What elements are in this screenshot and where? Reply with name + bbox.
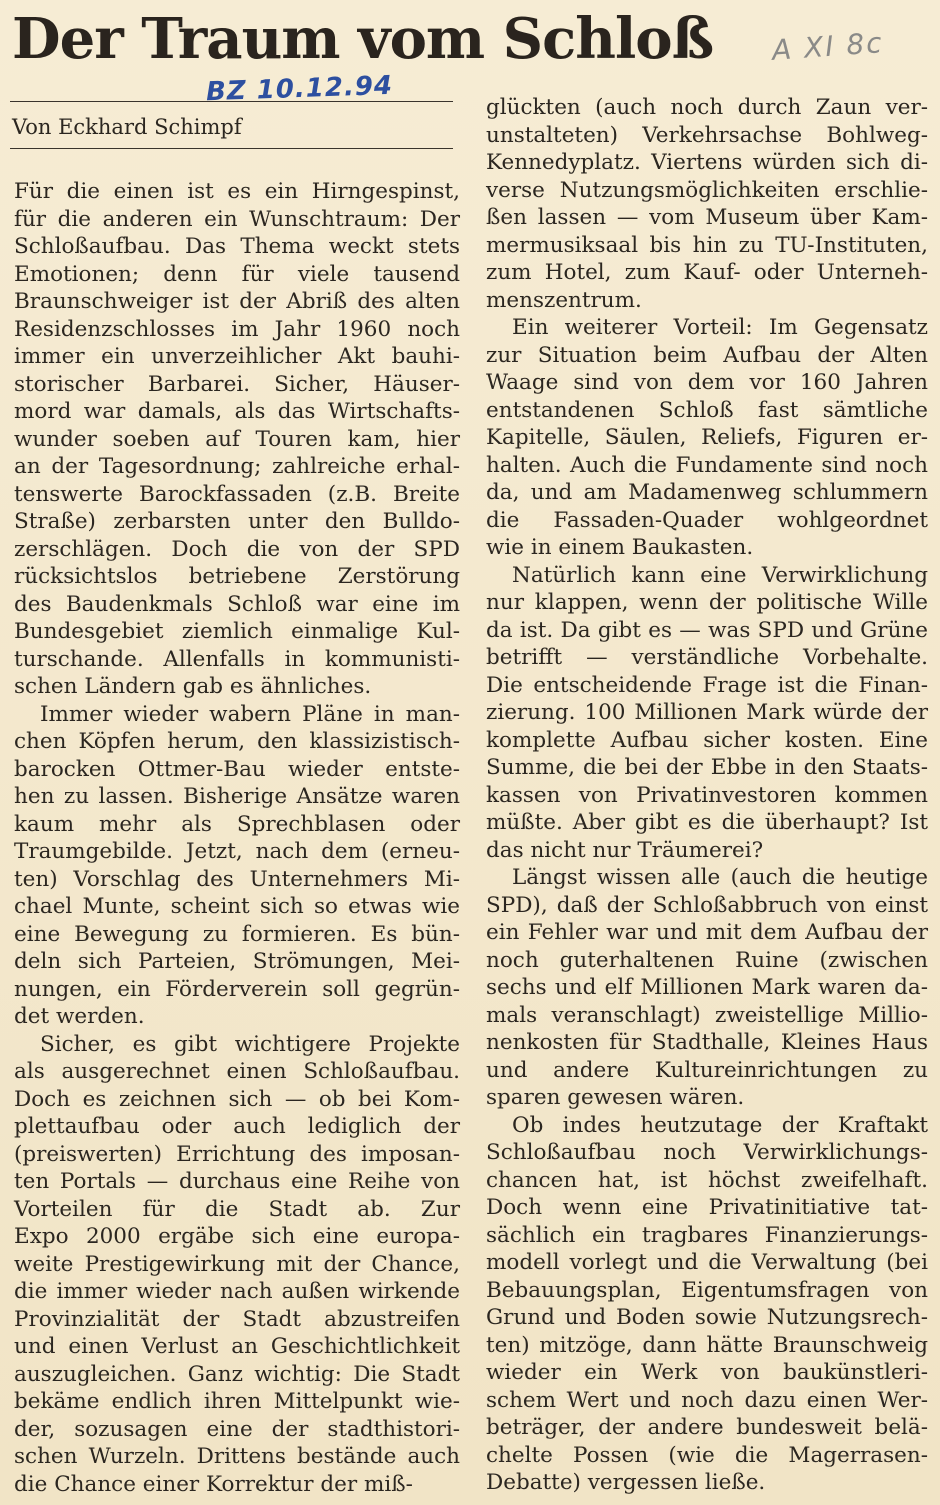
text-line: det werden. — [14, 1004, 145, 1029]
text-line: da ist. Da gibt es — was SPD und Grüne — [486, 617, 928, 643]
text-line: Braunschweiger ist der Abriß des alten — [14, 289, 460, 314]
text-line: (preiswerten) Errichtung des imposan- — [14, 1141, 460, 1167]
text-line: des Baudenkmals Schloß war eine im — [14, 591, 460, 617]
text-line: Doch es zeichnen sich — ob bei Kom- — [14, 1086, 460, 1112]
text-line: immer ein unverzeihlicher Akt bauhi- — [14, 344, 460, 369]
text-line: mermusiksaal bis hin zu TU-Instituten, — [486, 232, 928, 258]
text-line: kaum mehr als Sprechblasen oder — [14, 811, 460, 837]
byline-bottom-rule — [10, 148, 453, 149]
paragraph — [486, 864, 928, 1112]
text-line: Schloßaufbau noch Verwirklichungs- — [486, 1140, 928, 1165]
text-line: ten) mitzöge, dann hätte Braunschweig — [486, 1332, 928, 1358]
text-line: glückten (auch noch durch Zaun ver- — [486, 95, 928, 120]
text-line: Die entscheidende Frage ist die Finan- — [486, 672, 928, 698]
text-line: zierung. 100 Millionen Mark würde der — [486, 700, 928, 725]
text-line: chelte Possen (wie die Magerrasen- — [486, 1442, 928, 1468]
text-line: chancen hat, ist höchst zweifelhaft. — [486, 1167, 928, 1193]
text-line: Immer wieder wabern Pläne in man- — [40, 701, 460, 727]
text-line: da, und am Madamenweg schlummern — [486, 480, 928, 505]
text-line: schen Ländern gab es ähnliches. — [14, 674, 372, 699]
text-line: Debatte) vergessen ließe. — [486, 1470, 766, 1495]
text-line: schen Wurzeln. Drittens bestände auch — [14, 1444, 460, 1469]
paragraph — [486, 94, 928, 314]
text-line: SPD), daß der Schloßabbruch von einst — [486, 892, 928, 918]
text-line: Vorteilen für die Stadt ab. Zur — [14, 1196, 460, 1222]
text-line: Bundesgebiet ziemlich einmalige Kul- — [14, 619, 460, 644]
text-line: halten. Auch die Fundamente sind noch — [486, 452, 928, 478]
handwritten-date: BZ 10.12.94 — [205, 70, 394, 108]
text-line: und andere Kultureinrichtungen zu — [486, 1057, 928, 1083]
text-line: bekäme endlich ihren Mittelpunkt wie- — [14, 1389, 460, 1414]
text-line: Natürlich kann eine Verwirklichung — [512, 562, 928, 588]
text-line: zur Situation beim Aufbau der Alten — [486, 342, 928, 368]
text-line: chen Köpfen herum, den klassizistisch- — [14, 729, 460, 754]
paragraph — [486, 562, 928, 865]
text-line: wie in einem Baukasten. — [486, 535, 754, 560]
paragraph — [14, 1031, 460, 1499]
text-line: Ob indes heutzutage der Kraftakt — [512, 1112, 928, 1138]
text-line: tenswerte Barockfassaden (z.B. Breite — [14, 481, 460, 507]
text-line: das nicht nur Träumerei? — [486, 837, 764, 863]
text-line: schem Wert und noch dazu einen Wer- — [486, 1387, 928, 1413]
text-line: weite Prestigewirkung mit der Chance, — [14, 1251, 460, 1277]
text-line: Provinzialität der Stadt abzustreifen — [14, 1306, 460, 1332]
text-line: zerschlägen. Doch die von der SPD — [14, 536, 460, 562]
paragraph — [486, 314, 928, 562]
text-line: turschande. Allenfalls in kommunisti- — [14, 646, 460, 672]
byline: Von Eckhard Schimpf — [12, 115, 242, 139]
text-line: Ein weiterer Vorteil: Im Gegensatz — [512, 315, 928, 340]
text-line: und einen Verlust an Geschichtlichkeit — [14, 1334, 460, 1359]
text-line: Traumgebilde. Jetzt, nach dem (erneu- — [14, 839, 460, 864]
text-line: Waage sind von dem vor 160 Jahren — [486, 370, 928, 395]
text-line: ein Fehler war und mit dem Aufbau der — [486, 920, 928, 945]
text-line: müßte. Aber gibt es die überhaupt? Ist — [486, 810, 928, 835]
text-line: chael Munte, scheint sich so etwas wie — [14, 894, 460, 919]
handwritten-archive-reference: A XI 8c — [770, 26, 885, 67]
text-line: als ausgerechnet einen Schloßaufbau. — [14, 1059, 460, 1084]
text-line: sechs und elf Millionen Mark waren da- — [486, 975, 928, 1000]
text-line: mals veranschlagt) zweistellige Millio- — [486, 1002, 928, 1028]
text-line: Schloßaufbau. Das Thema weckt stets — [14, 234, 460, 259]
paragraph — [486, 1112, 928, 1497]
text-line: Bebauungsplan, Eigentumsfragen von — [486, 1277, 928, 1303]
text-line: Kapitelle, Säulen, Reliefs, Figuren er- — [486, 425, 928, 450]
text-line: wieder ein Werk von baukünstleri- — [486, 1360, 928, 1385]
text-line: modell vorlegt und die Verwaltung (bei — [486, 1250, 928, 1275]
text-line: Kennedyplatz. Viertens würden sich di- — [486, 150, 928, 175]
text-line: Straße) zerbarsten unter den Bulldo- — [14, 509, 460, 534]
text-line: nungen, ein Förderverein soll gegrün- — [14, 976, 460, 1002]
text-line: auszugleichen. Ganz wichtig: Die Stadt — [14, 1361, 460, 1387]
text-line: menszentrum. — [486, 287, 642, 313]
article-column-left — [14, 178, 460, 1498]
text-line: barocken Ottmer-Bau wieder entste- — [14, 756, 460, 782]
text-line: eine Bewegung zu formieren. Es bün- — [14, 921, 460, 947]
text-line: kassen von Privatinvestoren kommen — [486, 782, 928, 808]
text-line: zum Hotel, zum Kauf- oder Unterneh- — [486, 260, 928, 285]
text-line: Expo 2000 ergäbe sich eine europa- — [14, 1224, 460, 1249]
text-line: ten Portals — durchaus eine Reihe von — [14, 1169, 460, 1194]
text-line: Sicher, es gibt wichtigere Projekte — [40, 1031, 460, 1057]
paragraph — [14, 701, 460, 1031]
text-line: Emotionen; denn für viele tausend — [14, 261, 460, 287]
text-line: unstalteten) Verkehrsachse Bohlweg- — [486, 122, 928, 148]
text-line: nenkosten für Stadthalle, Kleines Haus — [486, 1030, 928, 1055]
text-line: Summe, die bei der Ebbe in den Staats- — [486, 755, 928, 780]
text-line: deln sich Parteien, Strömungen, Mei- — [14, 949, 460, 974]
byline-top-rule — [10, 101, 453, 102]
text-line: ten) Vorschlag des Unternehmers Mi- — [14, 866, 460, 892]
text-line: hen zu lassen. Bisherige Ansätze waren — [14, 784, 460, 809]
text-line: verse Nutzungsmöglichkeiten erschlie- — [486, 177, 928, 203]
text-line: entstandenen Schloß fast sämtliche — [486, 397, 928, 423]
text-line: beträger, der andere bundesweit belä- — [486, 1415, 928, 1440]
text-line: die Chance einer Korrektur der miß- — [14, 1471, 413, 1497]
text-line: komplette Aufbau sicher kosten. Eine — [486, 727, 928, 753]
text-line: plettaufbau oder auch lediglich der — [14, 1114, 460, 1139]
text-line: rücksichtslos betriebene Zerstörung — [14, 564, 460, 589]
text-line: storischer Barbarei. Sicher, Häuser- — [14, 371, 460, 397]
text-line: Doch wenn eine Privatinitiative tat- — [486, 1195, 928, 1220]
text-line: Residenzschlosses im Jahr 1960 noch — [14, 316, 460, 342]
text-line: für die anderen ein Wunschtraum: Der — [14, 206, 460, 232]
text-line: mord war damals, als das Wirtschafts- — [14, 399, 460, 424]
paragraph — [14, 178, 460, 701]
text-line: die Fassaden-Quader wohlgeordnet — [486, 507, 928, 533]
text-line: wunder soeben auf Touren kam, hier — [14, 426, 460, 452]
text-line: Grund und Boden sowie Nutzungsrech- — [486, 1305, 928, 1330]
text-line: Für die einen ist es ein Hirngespinst, — [14, 179, 460, 204]
text-line: ßen lassen — vom Museum über Kam- — [486, 205, 928, 230]
text-line: Längst wissen alle (auch die heutige — [512, 865, 928, 890]
text-line: der, sozusagen eine der stadthistori- — [14, 1416, 460, 1442]
text-line: sparen gewesen wären. — [486, 1085, 745, 1110]
text-line: nur klappen, wenn der politische Wille — [486, 590, 928, 615]
text-line: die immer wieder nach außen wirkende — [14, 1279, 460, 1304]
text-line: an der Tagesordnung; zahlreiche erhal- — [14, 454, 460, 479]
text-line: noch guterhaltenen Ruine (zwischen — [486, 947, 928, 973]
headline: Der Traum vom Schloß — [12, 6, 714, 72]
text-line: sächlich ein tragbares Finanzierungs- — [486, 1222, 928, 1248]
text-line: betrifft — verständliche Vorbehalte. — [486, 645, 928, 670]
article-column-right — [486, 94, 928, 1497]
